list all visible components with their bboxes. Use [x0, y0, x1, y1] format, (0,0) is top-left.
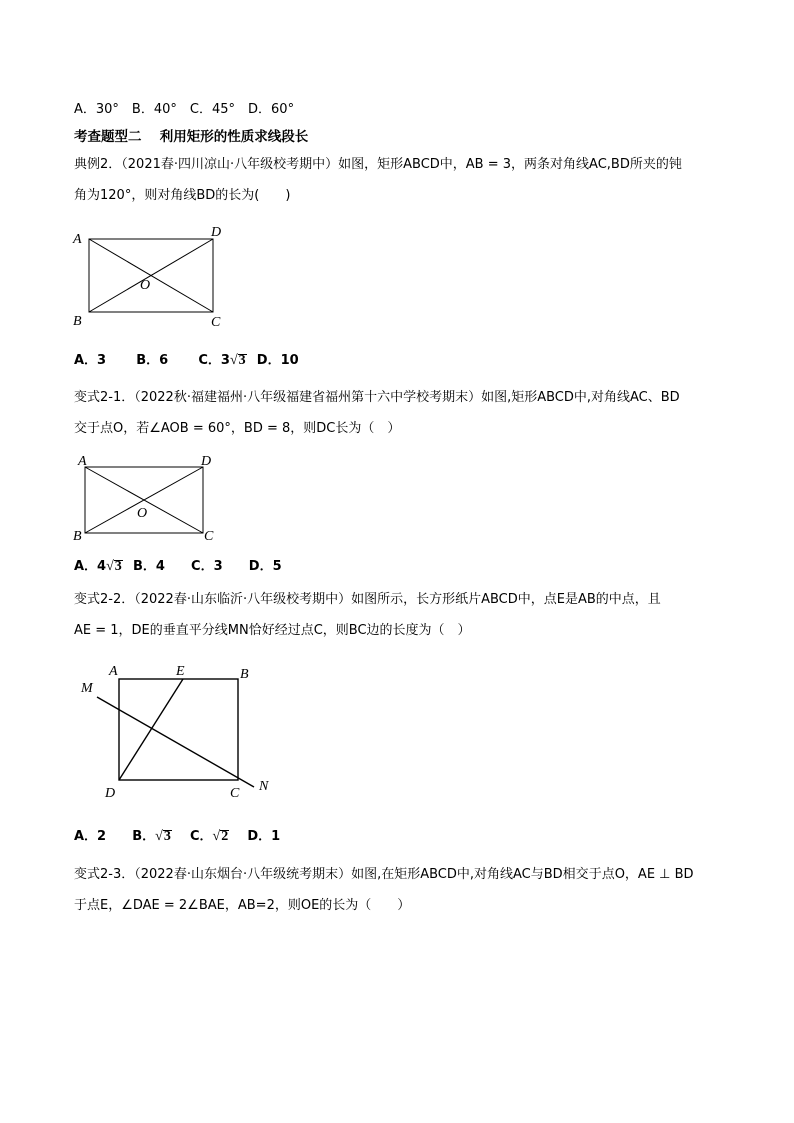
v22-label-d: D [105, 786, 116, 801]
v23-question-line2: 于点E，∠DAE = 2∠BAE，AB=2，则OE的长为（ ） [74, 898, 411, 913]
v21-label-c: C [204, 529, 214, 544]
v21-option-c: C．3 [191, 559, 223, 574]
v22-label-e: E [176, 664, 185, 679]
v22-label-b: B [240, 667, 249, 682]
ex2-option-c: C．3√3 [198, 353, 246, 368]
v21-question-line2: 交于点O，若∠AOB = 60°，BD = 8，则DC长为（ ） [74, 421, 401, 436]
v21-question-line1: 变式2-1．（2022秋·福建福州·八年级福建省福州第十六中学校考期末）如图,矩形ABCD中,对角线AC、BD [74, 390, 680, 405]
v22-question-line1: 变式2-2．（2022春·山东临沂·八年级校考期中）如图所示，长方形纸片ABCD中，点E是AB的中点，且 [74, 592, 661, 607]
ex2-question-line1: 典例2．（2021春·四川凉山·八年级校考期中）如图，矩形ABCD中，AB = 3，两条对角线AC,BD所夹的钝 [74, 157, 682, 172]
ex2-option-d: D．10 [256, 353, 299, 368]
v23-question-line1: 变式2-3．（2022春·山东烟台·八年级统考期末）如图,在矩形ABCD中,对角线AC与BD相交于点O，AE ⊥ BD [74, 867, 694, 882]
v22-option-a: A．2 [74, 829, 107, 844]
ex2-label-b: B [73, 314, 82, 329]
v22-rectangle [119, 679, 238, 780]
v22-question-line2: AE = 1，DE的垂直平分线MN恰好经过点C，则BC边的长度为（ ） [74, 623, 471, 638]
v21-option-d: D．5 [248, 559, 282, 574]
v21-option-a: A．4√3 [74, 559, 122, 574]
ex2-label-a: A [73, 232, 82, 247]
v22-label-a: A [109, 664, 118, 679]
ex2-option-a: A．3 [74, 353, 107, 368]
ex2-question-line2: 角为120°，则对角线BD的长为( ) [74, 188, 291, 203]
ex2-label-c: C [211, 315, 221, 330]
q1-options: A．30° B．40° C．45° D．60° [74, 102, 295, 117]
v21-label-b: B [73, 529, 82, 544]
v21-label-d: D [201, 454, 212, 469]
v21-label-o: O [137, 506, 148, 521]
ex2-label-d: D [211, 225, 222, 240]
v22-option-d: D．1 [247, 829, 281, 844]
v22-option-c: C．√2 [190, 829, 229, 844]
ex2-option-b: B．6 [136, 353, 169, 368]
v22-label-m: M [81, 681, 93, 696]
v21-option-b: B．4 [132, 559, 165, 574]
v22-option-b: B．√3 [132, 829, 171, 844]
v22-line-mn [97, 697, 254, 787]
section-title: 考查题型二 利用矩形的性质求线段长 [74, 129, 309, 145]
v21-label-a: A [78, 454, 87, 469]
v22-options [74, 828, 280, 846]
v22-segment-de [119, 679, 183, 780]
ex2-label-o: O [140, 278, 151, 293]
v22-label-n: N [259, 779, 269, 794]
v22-label-c: C [230, 786, 240, 801]
